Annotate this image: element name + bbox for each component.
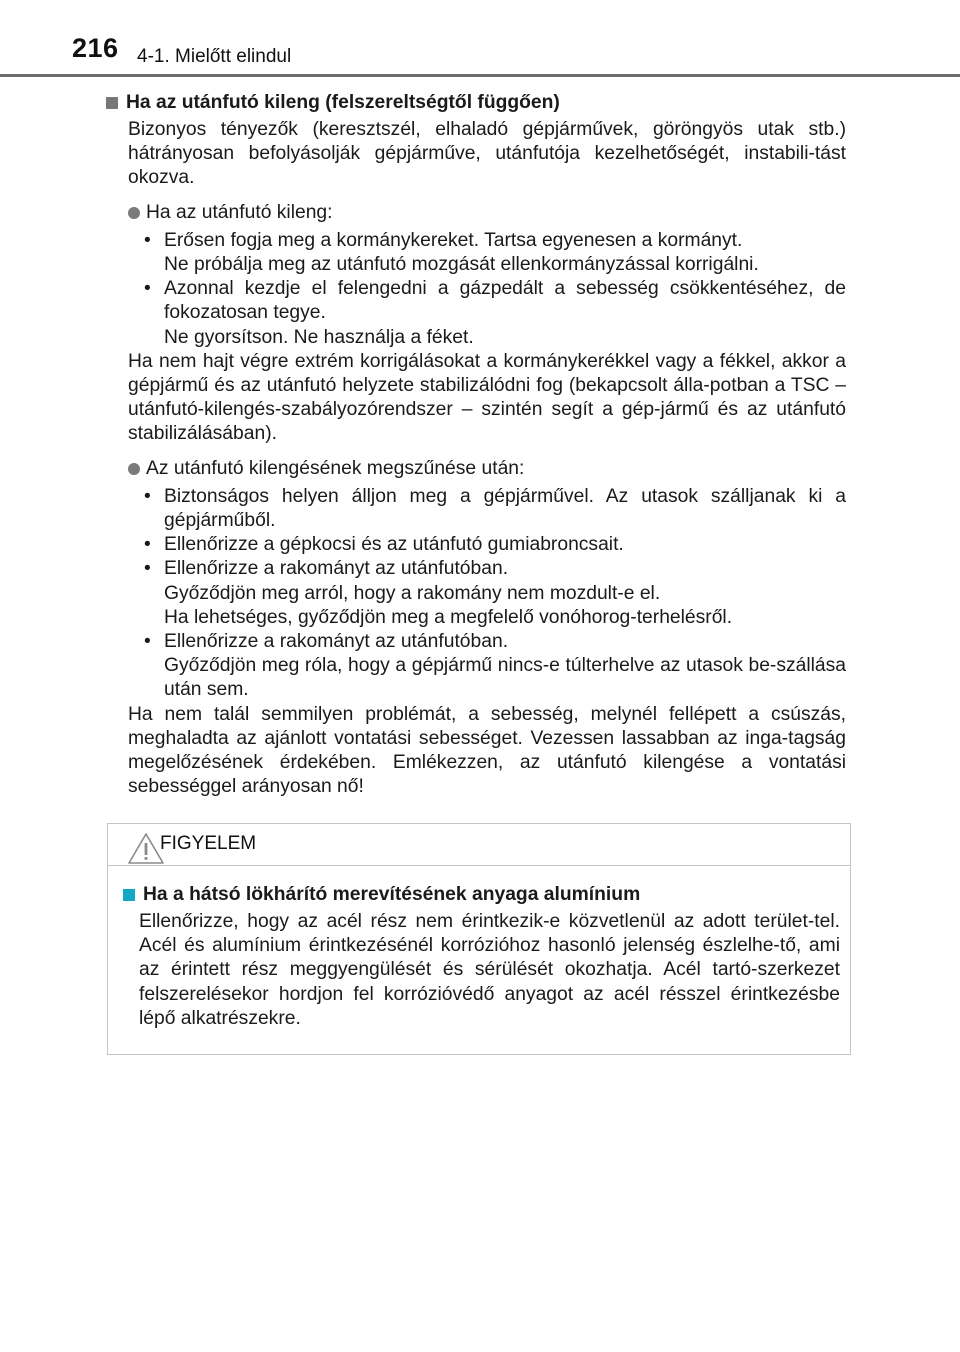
group-lead-text: Az utánfutó kilengésének megszűnése után: — [146, 457, 525, 479]
list-item-text: Ellenőrizze a gépkocsi és az utánfutó gumiabroncsait. — [164, 534, 624, 556]
list-item-text: Erősen fogja meg a kormánykereket. Tartsa egyenesen a kormányt. — [164, 229, 743, 251]
list-item — [143, 630, 846, 703]
square-bullet-icon — [123, 889, 135, 901]
list-item-text: Ellenőrizze a rakományt az utánfutóban. — [164, 631, 509, 653]
group-lead — [128, 457, 846, 481]
list-item-text: Azonnal kezdje el felengedni a gázpedált a sebesség csökkentéséhez, de fokozatosan tegye. — [164, 278, 846, 324]
list-item — [143, 277, 846, 350]
warning-label: FIGYELEM — [160, 833, 257, 854]
page-number: 216 — [72, 33, 119, 63]
list-item — [143, 229, 846, 277]
warning-text: Ellenőrizze, hogy az acél rész nem érintkezik-e közvetlenül az adott terület-tel. Acél és alumínium érintkezésénél korrózióhoz hasonló jelenség észlelhe-tő, ami az érintett rész meggyengülését és sérülését okozhatja. Acél tartó-szerkezet felszerelésekor hordjon fel korrózióvédő anyagot az acél résszel érintkezésbe lépő alkatrészekre. — [139, 911, 840, 1029]
group-lead — [128, 201, 846, 225]
list-item — [143, 533, 846, 557]
header-divider — [0, 74, 960, 77]
warning-title: Ha a hátsó lökhárító merevítésének anyaga alumínium — [143, 883, 641, 905]
list-item — [143, 485, 846, 533]
list-item-text: Biztonságos helyen álljon meg a gépjárművel. Az utasok szálljanak ki a gépjárműből. — [164, 485, 846, 532]
circle-bullet-icon — [128, 463, 140, 475]
list-item-note: Győződjön meg arról, hogy a rakomány nem mozdult-e el. — [164, 582, 661, 604]
chapter-title: 4-1. Mielőtt elindul — [137, 46, 292, 67]
main-content — [106, 92, 846, 799]
list-item-note: Ha lehetséges, győződjön meg a megfelelő vonóhorog-terhelésről. — [164, 606, 733, 628]
list-item-text: Ellenőrizze a rakományt az utánfutóban. — [164, 558, 509, 580]
warning-body — [123, 884, 840, 1031]
warning-heading — [123, 884, 840, 906]
warning-header — [108, 824, 850, 866]
warning-box — [107, 823, 851, 1055]
list-item — [143, 557, 846, 630]
group-lead-text: Ha az utánfutó kileng: — [146, 201, 333, 223]
bullet-list — [143, 229, 846, 350]
circle-bullet-icon — [128, 207, 140, 219]
intro-paragraph: Bizonyos tényezők (keresztszél, elhaladó gépjárművek, göröngyös utak stb.) hátrányosan befolyásolják gépjárműve, utánfutója kezelhetőségét, instabili-tást okozva. — [128, 119, 846, 189]
section-heading — [106, 92, 846, 114]
body-paragraph: Ha nem hajt végre extrém korrigálásokat a kormánykerékkel vagy a fékkel, akkor a gépjármű és az utánfutó helyzete stabilizálódni fog (bekapcsolt álla-potban a TSC – utánfutó-kilengés-szabályozórendszer – szintén segít a gép-jármű és az utánfutó stabilizálásában). — [128, 350, 846, 445]
list-item-note: Ne próbálja meg az utánfutó mozgását ellenkormányzással korrigálni. — [164, 254, 759, 276]
list-item-note: Győződjön meg róla, hogy a gépjármű nincs-e túlterhelve az utasok be-szállása után sem. — [164, 655, 846, 701]
list-item-note: Ne gyorsítson. Ne használja a féket. — [164, 326, 474, 348]
body-paragraph: Ha nem talál semmilyen problémát, a sebesség, melynél fellépett a csúszás, meghaladta az ajánlott vontatási sebességet. Vezessen lassabban az inga-tagság megelőzésének érdekében. Emlékezzen, az utánfutó kilengése a vontatási sebességgel arányosan nő! — [128, 703, 846, 798]
bullet-list — [143, 485, 846, 703]
square-bullet-icon — [106, 97, 118, 109]
section-title: Ha az utánfutó kileng (felszereltségtől függően) — [126, 91, 560, 113]
page-header — [0, 0, 960, 78]
